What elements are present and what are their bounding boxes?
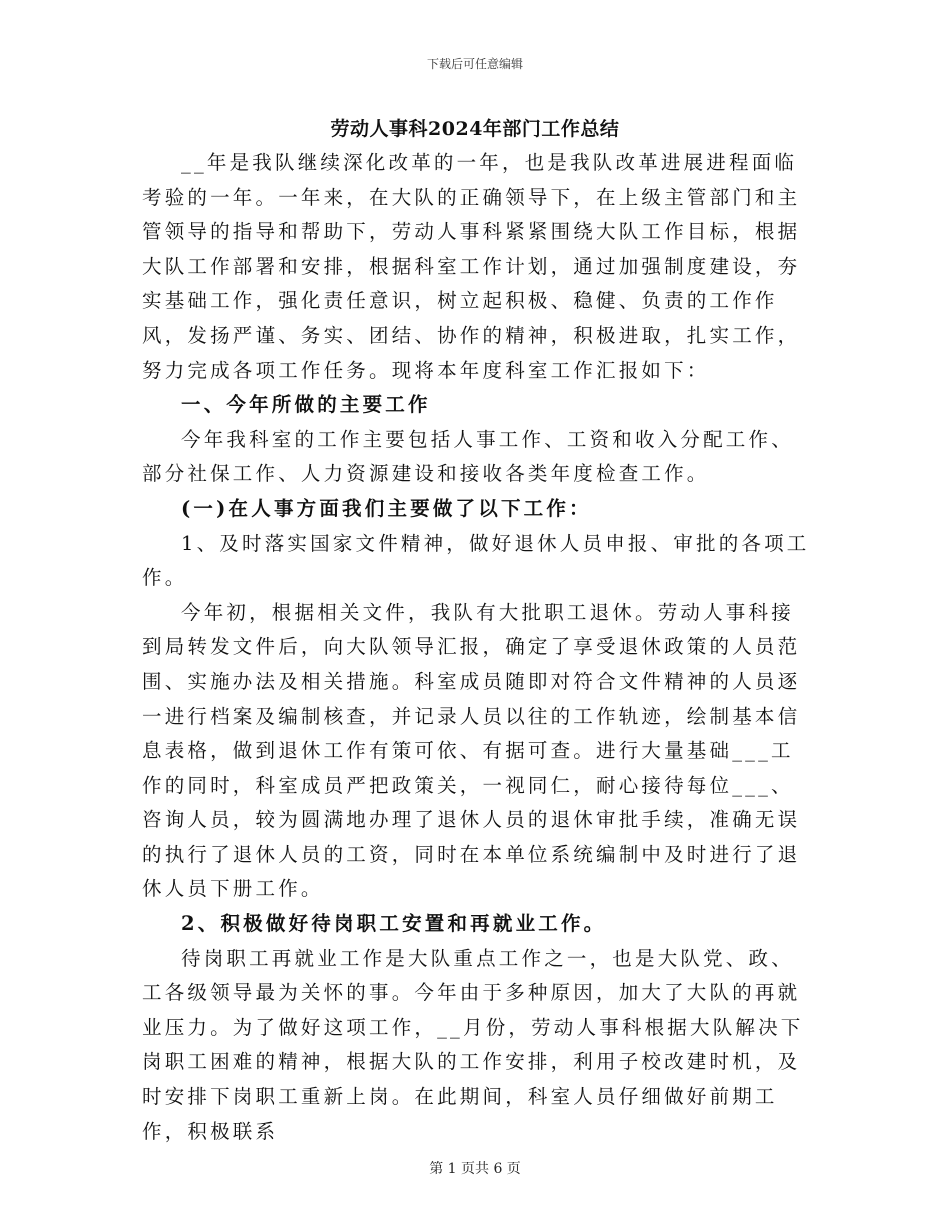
paragraph-retirement: 今年初，根据相关文件，我队有大批职工退休。劳动人事科接到局转发文件后，向大队领导汇报，确定了享受退休政策的人员范围、实施办法及相关措施。科室成员随即对符合文件精神的人员逐一进行档案及编制核查，并记录人员以往的工作轨迹，绘制基本信息表格，做到退休工作有策可依、有据可查。进行大量基础___工作的同时，科室成员严把政策关，一视同仁，耐心接待每位___、咨询人员，较为圆满地办理了退休人员的退休审批手续，准确无误的执行了退休人员的工资，同时在本单位系统编制中及时进行了退休人员下册工作。 [142,600,801,901]
paragraph-work-scope: 今年我科室的工作主要包括人事工作、工资和收入分配工作、部分社保工作、人力资源建设和接收各类年度检查工作。 [142,427,794,486]
heading-main-work: 一、今年所做的主要工作 [181,393,431,417]
heading-personnel: (一)在人事方面我们主要做了以下工作： [181,496,592,520]
paragraph-reemployment: 待岗职工再就业工作是大队重点工作之一，也是大队党、政、工各级领导最为关怀的事。今年由于多种原因，加大了大队的再就业压力。为了做好这项工作，__月份，劳动人事科根据大队解决下岗职工困难的精神，根据大队的工作安排，利用子校改建时机，及时安排下岗职工重新上岗。在此期间，科室人员仔细做好前期工作，积极联系 [142,946,804,1143]
paragraph-item-1: 1、及时落实国家文件精神，做好退休人员申报、审批的各项工作。 [142,531,810,590]
document-body [142,146,814,1149]
heading-item-2: 2、积极做好待岗职工安置和再就业工作。 [181,912,607,936]
paragraph-intro: __年是我队继续深化改革的一年，也是我队改革进展进程面临考验的一年。一年来，在大队的正确领导下，在上级主管部门和主管领导的指导和帮助下，劳动人事科紧紧围绕大队工作目标，根据大队工作部署和安排，根据科室工作计划，通过加强制度建设，夯实基础工作，强化责任意识，树立起积极、稳健、负责的工作作风，发扬严谨、务实、团结、协作的精神，积极进取，扎实工作，努力完成各项工作任务。现将本年度科室工作汇报如下： [142,151,801,382]
header-note: 下载后可任意编辑 [426,57,523,71]
document-title: 劳动人事科2024年部门工作总结 [330,118,620,140]
page-footer: 第 1 页共 6 页 [429,1161,521,1177]
